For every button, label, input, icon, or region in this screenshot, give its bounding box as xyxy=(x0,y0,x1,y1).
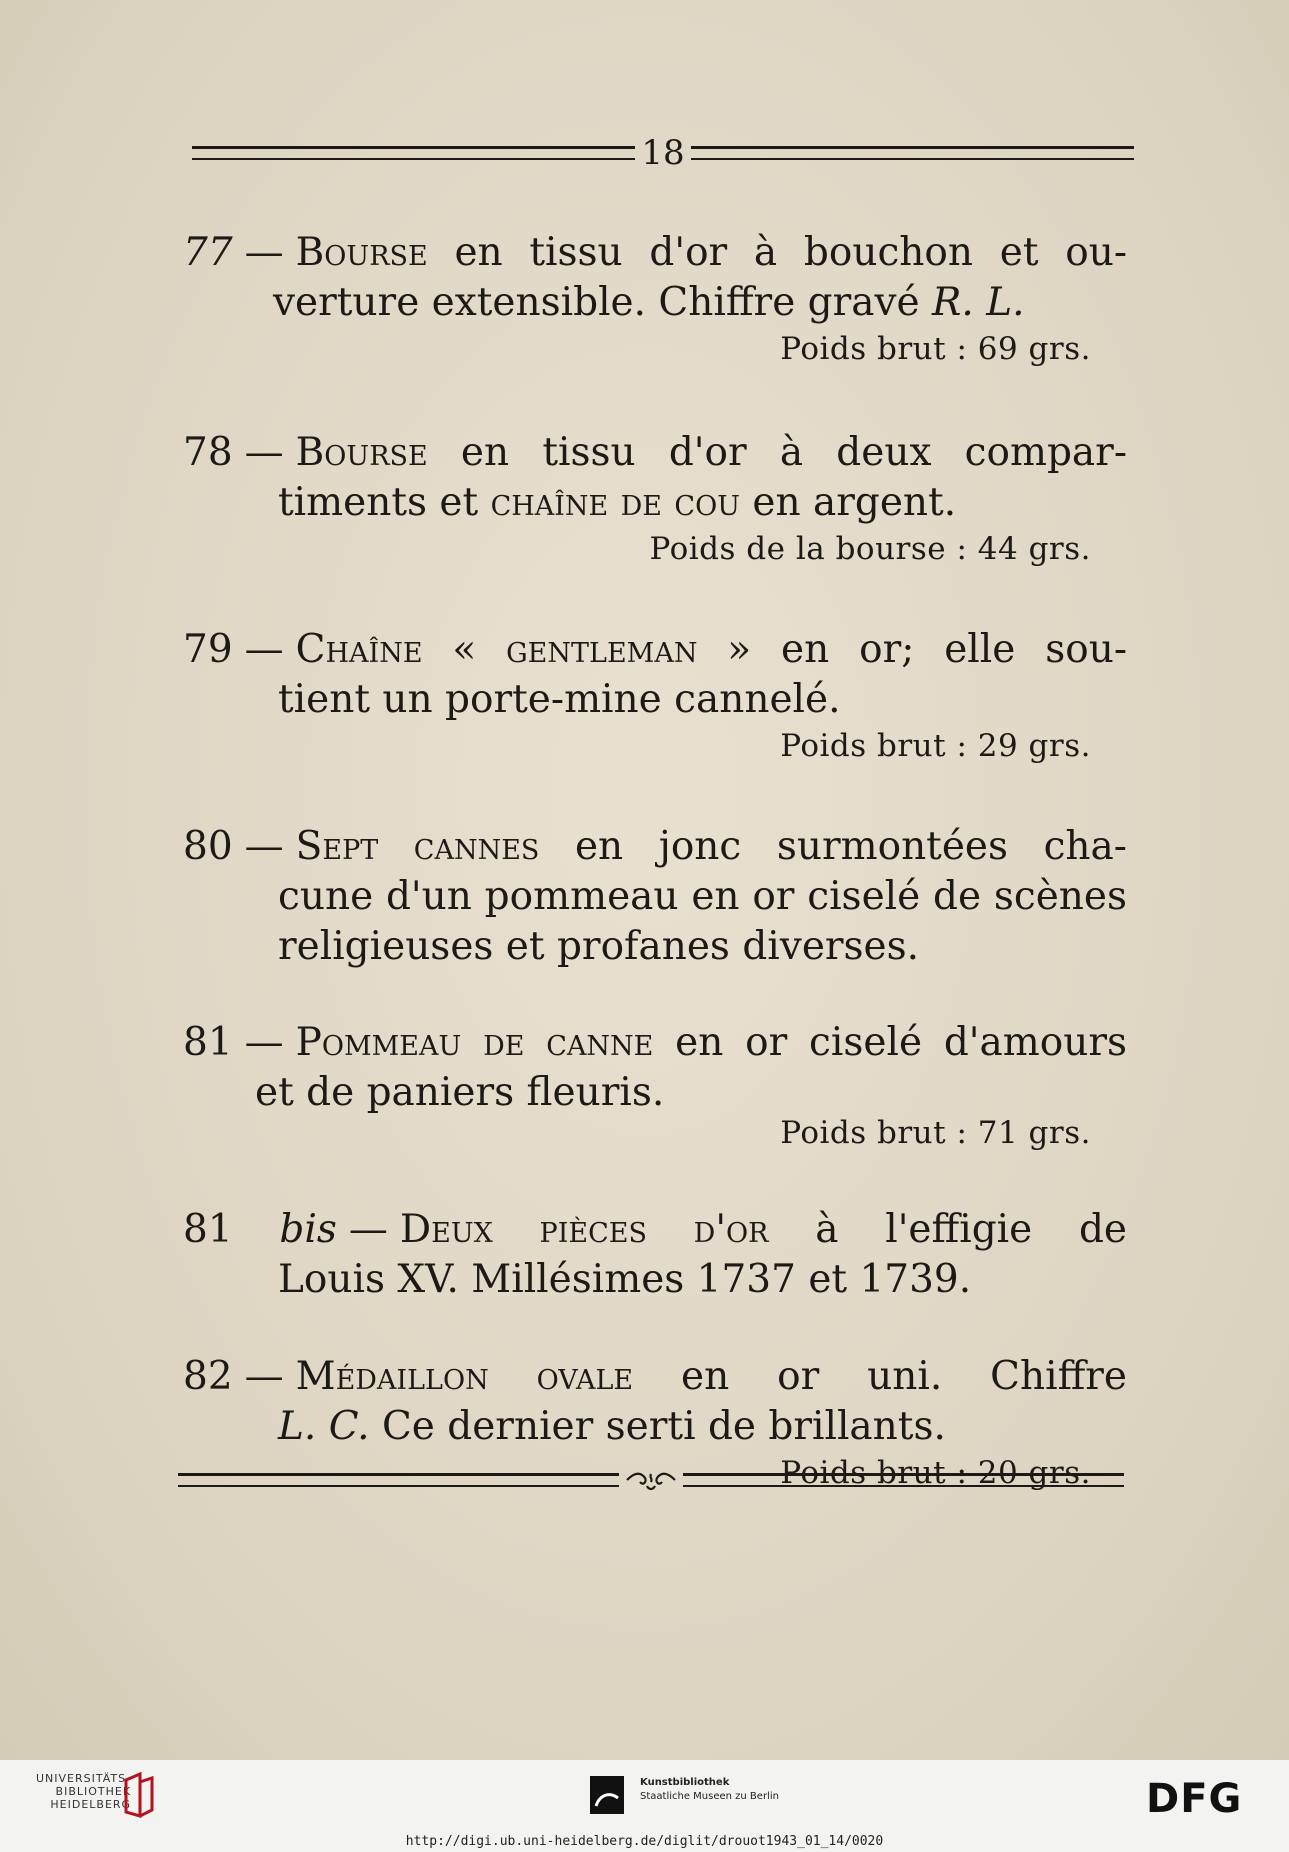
entry-title: Pommeau de canne xyxy=(295,1020,654,1065)
entry-subtitle: chaîne de cou xyxy=(490,480,740,525)
rule-line-left xyxy=(178,1473,619,1487)
entry-dash: — xyxy=(348,1207,388,1252)
kunstbibliothek-text xyxy=(640,1776,779,1804)
entry-weight: Poids brut : 71 grs. xyxy=(780,1115,1091,1151)
catalog-entry-79 xyxy=(183,625,1127,767)
entry-text: en or uni. Chiffre xyxy=(633,1354,1127,1399)
catalog-entry-81-bis xyxy=(183,1205,1127,1305)
entry-dash: — xyxy=(244,1354,284,1399)
entry-monogram: R. L. xyxy=(932,280,1025,325)
entry-number: 81 xyxy=(183,1207,233,1252)
entry-weight: Poids brut : 29 grs. xyxy=(780,728,1091,764)
source-url[interactable]: http://digi.ub.uni-heidelberg.de/diglit/drouot1943_01_14/0020 xyxy=(405,1834,884,1849)
footer-rule xyxy=(178,1472,1124,1488)
entry-first-line xyxy=(183,428,1127,478)
entry-line-2 xyxy=(183,1402,1127,1452)
kunstbibliothek-subtitle: Staatliche Museen zu Berlin xyxy=(640,1791,779,1802)
ornament-icon xyxy=(623,1468,679,1492)
entry-number: 81 xyxy=(183,1020,233,1065)
entry-weight: Poids de la bourse : 44 grs. xyxy=(649,531,1091,567)
dfg-logo: DFG xyxy=(1146,1776,1243,1822)
entry-text: en jonc surmontées cha- xyxy=(539,824,1127,869)
entry-text: à l'effigie de xyxy=(768,1207,1127,1252)
entry-first-line xyxy=(183,228,1127,278)
entry-text: en or ciselé d'amours xyxy=(653,1020,1127,1065)
entry-text: cune d'un pommeau en or ciselé de scènes xyxy=(278,874,1127,919)
entry-title: Bourse xyxy=(295,230,428,275)
entry-first-line xyxy=(183,1018,1127,1068)
catalog-entry-81 xyxy=(183,1018,1127,1154)
entry-title: Sept cannes xyxy=(295,824,540,869)
entry-line-2 xyxy=(183,1068,1127,1118)
entry-line-2 xyxy=(183,278,1127,328)
entry-weight: Poids brut : 69 grs. xyxy=(780,331,1091,367)
entry-number: 82 xyxy=(183,1354,233,1399)
entry-dash: — xyxy=(244,230,284,275)
logo-line: HEIDELBERG xyxy=(50,1798,132,1811)
entry-title: Deux pièces d'or xyxy=(399,1207,769,1252)
entry-text: en argent. xyxy=(739,480,957,525)
university-logo-icon xyxy=(120,1772,156,1820)
entry-line-2 xyxy=(183,478,1127,528)
entry-text: verture extensible. Chiffre gravé xyxy=(273,280,933,325)
entry-first-line xyxy=(183,1352,1127,1402)
entry-line-2 xyxy=(183,872,1127,922)
entry-dash: — xyxy=(244,1020,284,1065)
entry-title: Bourse xyxy=(295,430,428,475)
logo-line: BIBLIOTHEK xyxy=(55,1785,132,1798)
entry-dash: — xyxy=(244,430,284,475)
entry-number-suffix: bis xyxy=(279,1207,337,1252)
entry-text: en or; elle sou- xyxy=(751,627,1127,672)
entry-line-2 xyxy=(183,1255,1127,1305)
entry-title: Chaîne « gentleman » xyxy=(295,627,752,672)
kunstbibliothek-title: Kunstbibliothek xyxy=(640,1777,730,1788)
entry-dash: — xyxy=(244,627,284,672)
entry-number: 80 xyxy=(183,824,233,869)
university-library-logo-text xyxy=(36,1772,131,1811)
entry-text: et de paniers fleuris. xyxy=(255,1070,665,1115)
kunstbibliothek-logo-icon xyxy=(590,1776,624,1814)
entry-text: timents et xyxy=(278,480,491,525)
entry-monogram: L. C. xyxy=(278,1404,370,1449)
entry-number: 77 xyxy=(183,230,233,275)
entry-line-2 xyxy=(183,675,1127,725)
entry-line-3 xyxy=(183,922,1127,972)
catalog-entry-77 xyxy=(183,228,1127,370)
entry-weight: Poids brut : 20 grs. xyxy=(780,1455,1091,1491)
entry-text: Ce dernier serti de brillants. xyxy=(369,1404,946,1449)
entry-number: 79 xyxy=(183,627,233,672)
entry-dash: — xyxy=(244,824,284,869)
entry-text: tient un porte-mine cannelé. xyxy=(278,677,841,722)
catalog-entry-78 xyxy=(183,428,1127,570)
entry-text: religieuses et profanes diverses. xyxy=(278,924,920,969)
entry-text: en tissu d'or à deux compar- xyxy=(427,430,1127,475)
entry-first-line xyxy=(183,1205,1127,1255)
entry-first-line xyxy=(183,625,1127,675)
rule-line-left xyxy=(192,146,635,160)
entry-text: en tissu d'or à bouchon et ou- xyxy=(427,230,1127,275)
catalog-entry-80 xyxy=(183,822,1127,972)
entry-number: 78 xyxy=(183,430,233,475)
rule-line-right xyxy=(691,146,1134,160)
entry-first-line xyxy=(183,822,1127,872)
logo-line: UNIVERSITÄTS- xyxy=(36,1772,132,1785)
page-number: 18 xyxy=(641,133,685,173)
entry-title: Médaillon ovale xyxy=(295,1354,634,1399)
rule-line-right xyxy=(683,1473,1124,1487)
entry-text: Louis XV. Millésimes 1737 et 1739. xyxy=(278,1257,972,1302)
header-rule xyxy=(192,133,1134,173)
